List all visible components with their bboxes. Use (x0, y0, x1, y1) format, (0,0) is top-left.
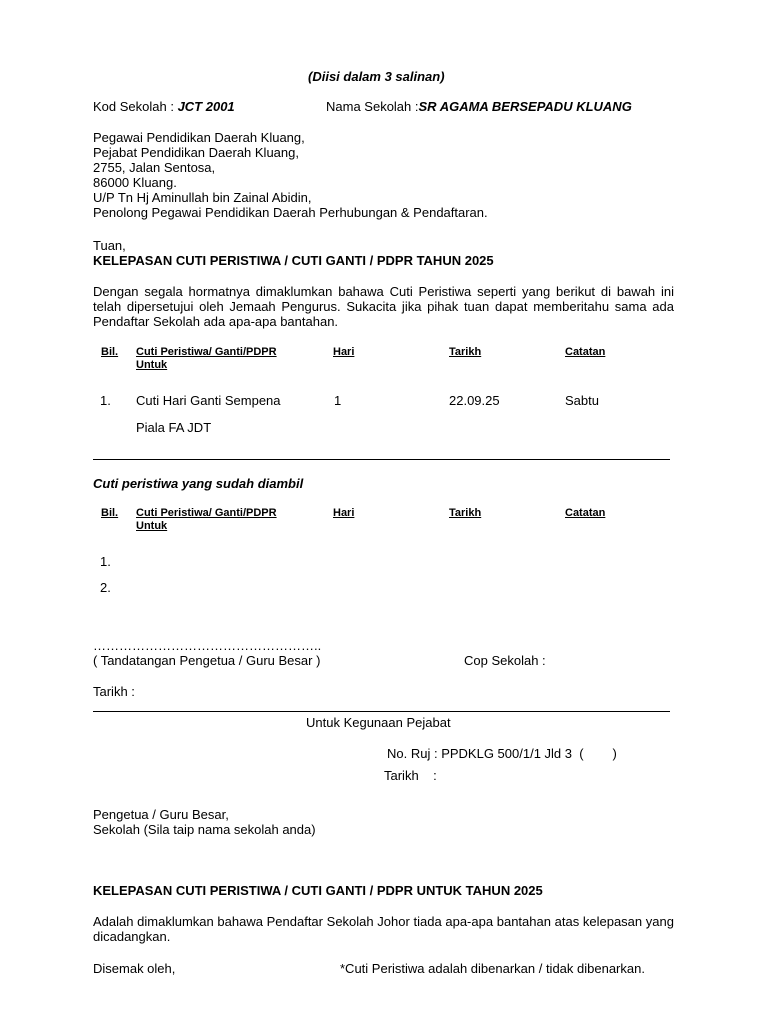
col-header-catatan: Catatan (565, 507, 606, 519)
col-header-cuti-line2: Untuk (136, 520, 168, 532)
reply-paragraph: Adalah dimaklumkan bahawa Pendaftar Sekolah Johor tiada apa-apa bantahan atas kelepasan yang dicadangkan. (93, 914, 674, 944)
col-header-bil: Bil. (101, 346, 119, 358)
col-header-cuti (136, 346, 277, 372)
school-name-label: Nama Sekolah : (326, 99, 419, 114)
col-header-catatan: Catatan (565, 346, 606, 358)
col-header-cuti-line2: Untuk (136, 359, 168, 371)
row-cuti-line1: Cuti Hari Ganti Sempena (136, 393, 281, 408)
school-code-label: Kod Sekolah : (93, 99, 178, 114)
office-use-title: Untuk Kegunaan Pejabat (306, 715, 451, 730)
col-header-bil: Bil. (101, 507, 119, 519)
reply-addressee-line: Sekolah (Sila taip nama sekolah anda) (93, 822, 316, 837)
row-catatan: Sabtu (565, 393, 599, 408)
school-code-value: JCT 2001 (177, 99, 235, 114)
col-header-cuti-line1: Cuti Peristiwa/ Ganti/PDPR (136, 346, 277, 358)
row-bil: 1. (100, 393, 111, 408)
reply-subject: KELEPASAN CUTI PERISTIWA / CUTI GANTI / PDPR UNTUK TAHUN 2025 (93, 883, 543, 898)
recipient-address (93, 130, 488, 220)
reference-line (387, 746, 617, 761)
col-header-tarikh: Tarikh (449, 346, 482, 358)
divider (93, 711, 670, 712)
office-date-label: Tarikh : (384, 768, 437, 783)
copies-note: (Diisi dalam 3 salinan) (308, 69, 445, 84)
school-name-line (326, 99, 632, 114)
reviewed-by-label: Disemak oleh, (93, 961, 176, 976)
reply-addressee-line: Pengetua / Guru Besar, (93, 807, 229, 822)
signature-dots: …………………………………………….. (93, 638, 322, 653)
approval-note: *Cuti Peristiwa adalah dibenarkan / tidak dibenarkan. (340, 961, 645, 976)
recipient-line: Pegawai Pendidikan Daerah Kluang, (93, 130, 305, 145)
school-stamp-label: Cop Sekolah : (464, 653, 546, 668)
subject-heading: KELEPASAN CUTI PERISTIWA / CUTI GANTI / PDPR TAHUN 2025 (93, 253, 494, 268)
school-name-value: SR AGAMA BERSEPADU KLUANG (418, 99, 632, 114)
col-header-hari: Hari (333, 507, 355, 519)
taken-row-bil: 2. (100, 580, 111, 595)
reference-label: No. Ruj : (387, 746, 438, 761)
divider (93, 459, 670, 460)
col-header-tarikh: Tarikh (449, 507, 482, 519)
col-header-cuti-line1: Cuti Peristiwa/ Ganti/PDPR (136, 507, 277, 519)
school-code-line (93, 99, 235, 114)
reply-addressee (93, 807, 316, 837)
recipient-line: 86000 Kluang. (93, 175, 177, 190)
date-label: Tarikh : (93, 684, 135, 699)
recipient-line: 2755, Jalan Sentosa, (93, 160, 216, 175)
recipient-line: Pejabat Pendidikan Daerah Kluang, (93, 145, 299, 160)
signature-label: ( Tandatangan Pengetua / Guru Besar ) (93, 653, 321, 668)
row-cuti-line2: Piala FA JDT (136, 420, 212, 435)
recipient-line: Penolong Pegawai Pendidikan Daerah Perhubungan & Pendaftaran. (93, 205, 488, 220)
row-tarikh: 22.09.25 (449, 393, 500, 408)
row-hari: 1 (334, 393, 342, 408)
salutation: Tuan, (93, 238, 126, 253)
col-header-hari: Hari (333, 346, 355, 358)
taken-row-bil: 1. (100, 554, 111, 569)
recipient-line: U/P Tn Hj Aminullah bin Zainal Abidin, (93, 190, 312, 205)
taken-section-title: Cuti peristiwa yang sudah diambil (93, 476, 304, 491)
col-header-cuti (136, 507, 277, 533)
reference-value: PPDKLG 500/1/1 Jld 3 ( ) (441, 746, 617, 761)
intro-paragraph: Dengan segala hormatnya dimaklumkan bahawa Cuti Peristiwa seperti yang berikut di bawah ini telah dipersetujui oleh Jemaah Pengurus. Sukacita jika pihak tuan dapat memberitahu sama ada Pendaftar Sekolah ada apa-apa bantahan. (93, 284, 674, 329)
